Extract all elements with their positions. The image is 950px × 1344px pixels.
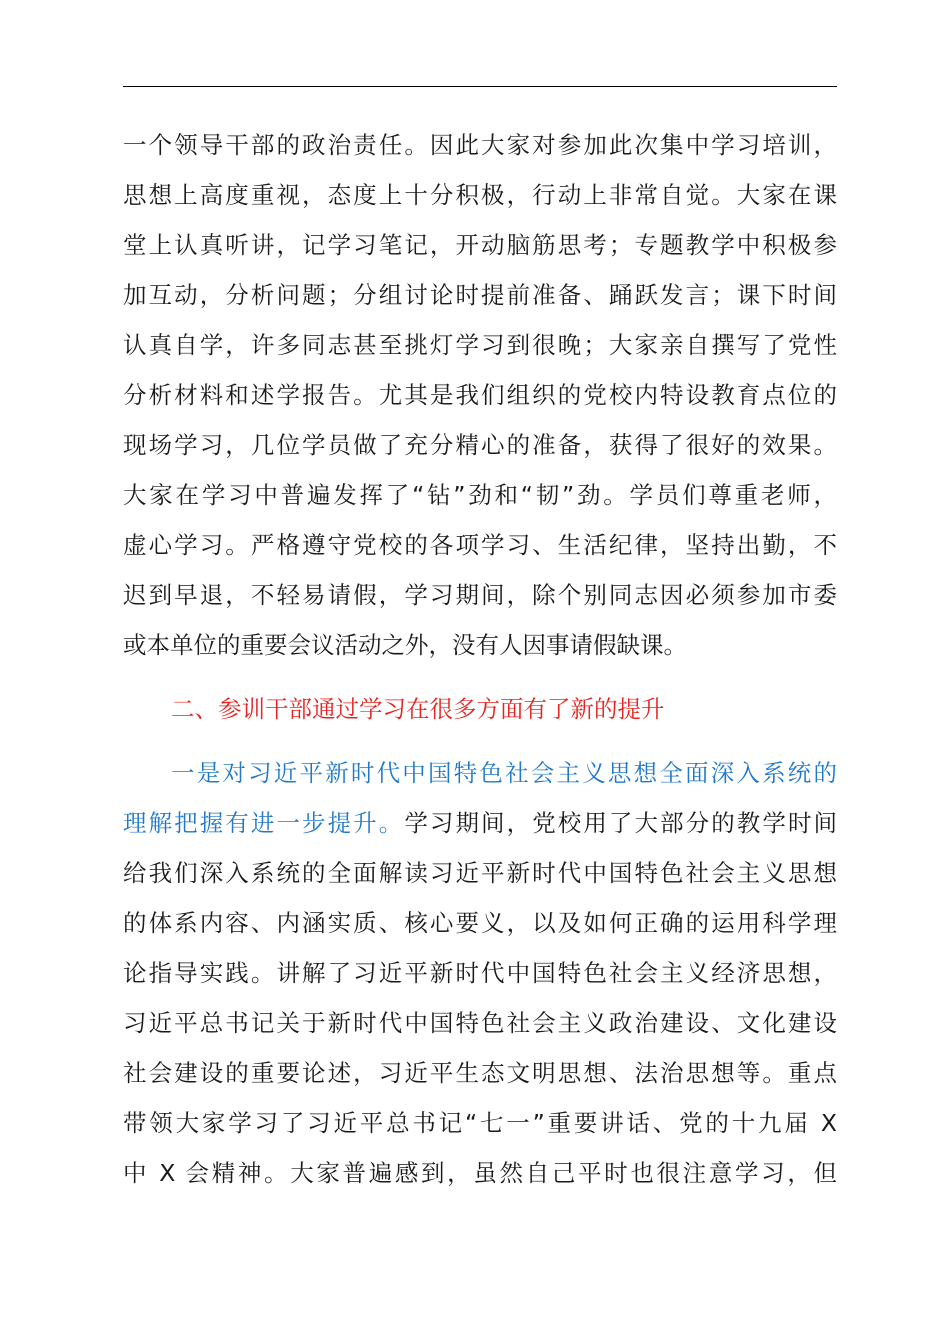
- text-line: 论指导实践。讲解了习近平新时代中国特色社会主义经济思想，: [123, 959, 837, 987]
- lead-sentence-end: 理解把握有进一步提升。: [123, 809, 405, 837]
- text-line: 现场学习，几位学员做了充分精心的准备，获得了很好的效果。: [123, 431, 837, 459]
- text-line: 习近平总书记关于新时代中国特色社会主义政治建设、文化建设: [123, 1009, 837, 1037]
- text-line: 分析材料和述学报告。尤其是我们组织的党校内特设教育点位的: [123, 381, 837, 409]
- header-rule: [123, 86, 837, 87]
- text-line: 虚心学习。严格遵守党校的各项学习、生活纪律，坚持出勤，不: [123, 531, 837, 559]
- text-line: 思想上高度重视，态度上十分积极，行动上非常自觉。大家在课: [123, 181, 837, 209]
- text-line: 或本单位的重要会议活动之外，没有人因事请假缺课。: [123, 631, 687, 659]
- section-heading: 二、参训干部通过学习在很多方面有了新的提升: [171, 695, 665, 723]
- text-line: 认真自学，许多同志甚至挑灯学习到很晚；大家亲自撰写了党性: [123, 331, 837, 359]
- text-line: 迟到早退，不轻易请假，学习期间，除个别同志因必须参加市委: [123, 581, 837, 609]
- text-line: 加互动，分析问题；分组讨论时提前准备、踊跃发言；课下时间: [123, 281, 837, 309]
- text-line: 大家在学习中普遍发挥了“钻”劲和“韧”劲。学员们尊重老师，: [123, 481, 837, 509]
- text-line: 一个领导干部的政治责任。因此大家对参加此次集中学习培训，: [123, 131, 837, 159]
- document-body: [123, 120, 837, 1198]
- text-line: 堂上认真听讲，记学习笔记，开动脑筋思考；专题教学中积极参: [123, 231, 837, 259]
- text-line: 社会建设的重要论述，习近平生态文明思想、法治思想等。重点: [123, 1059, 837, 1087]
- text-line: 的体系内容、内涵实质、核心要义，以及如何正确的运用科学理: [123, 909, 837, 937]
- lead-sentence-line: 一是对习近平新时代中国特色社会主义思想全面深入系统的: [171, 759, 837, 787]
- text-line: 给我们深入系统的全面解读习近平新时代中国特色社会主义思想: [123, 859, 837, 887]
- paragraph-1: [123, 120, 837, 670]
- paragraph-2: [123, 748, 837, 1198]
- text-segment: 学习期间，党校用了大部分的教学时间: [404, 809, 838, 837]
- text-line: 带领大家学习了习近平总书记“七一”重要讲话、党的十九届 X: [123, 1109, 837, 1137]
- text-line: [123, 798, 837, 848]
- text-line: 中 X 会精神。大家普遍感到，虽然自己平时也很注意学习，但: [123, 1159, 837, 1187]
